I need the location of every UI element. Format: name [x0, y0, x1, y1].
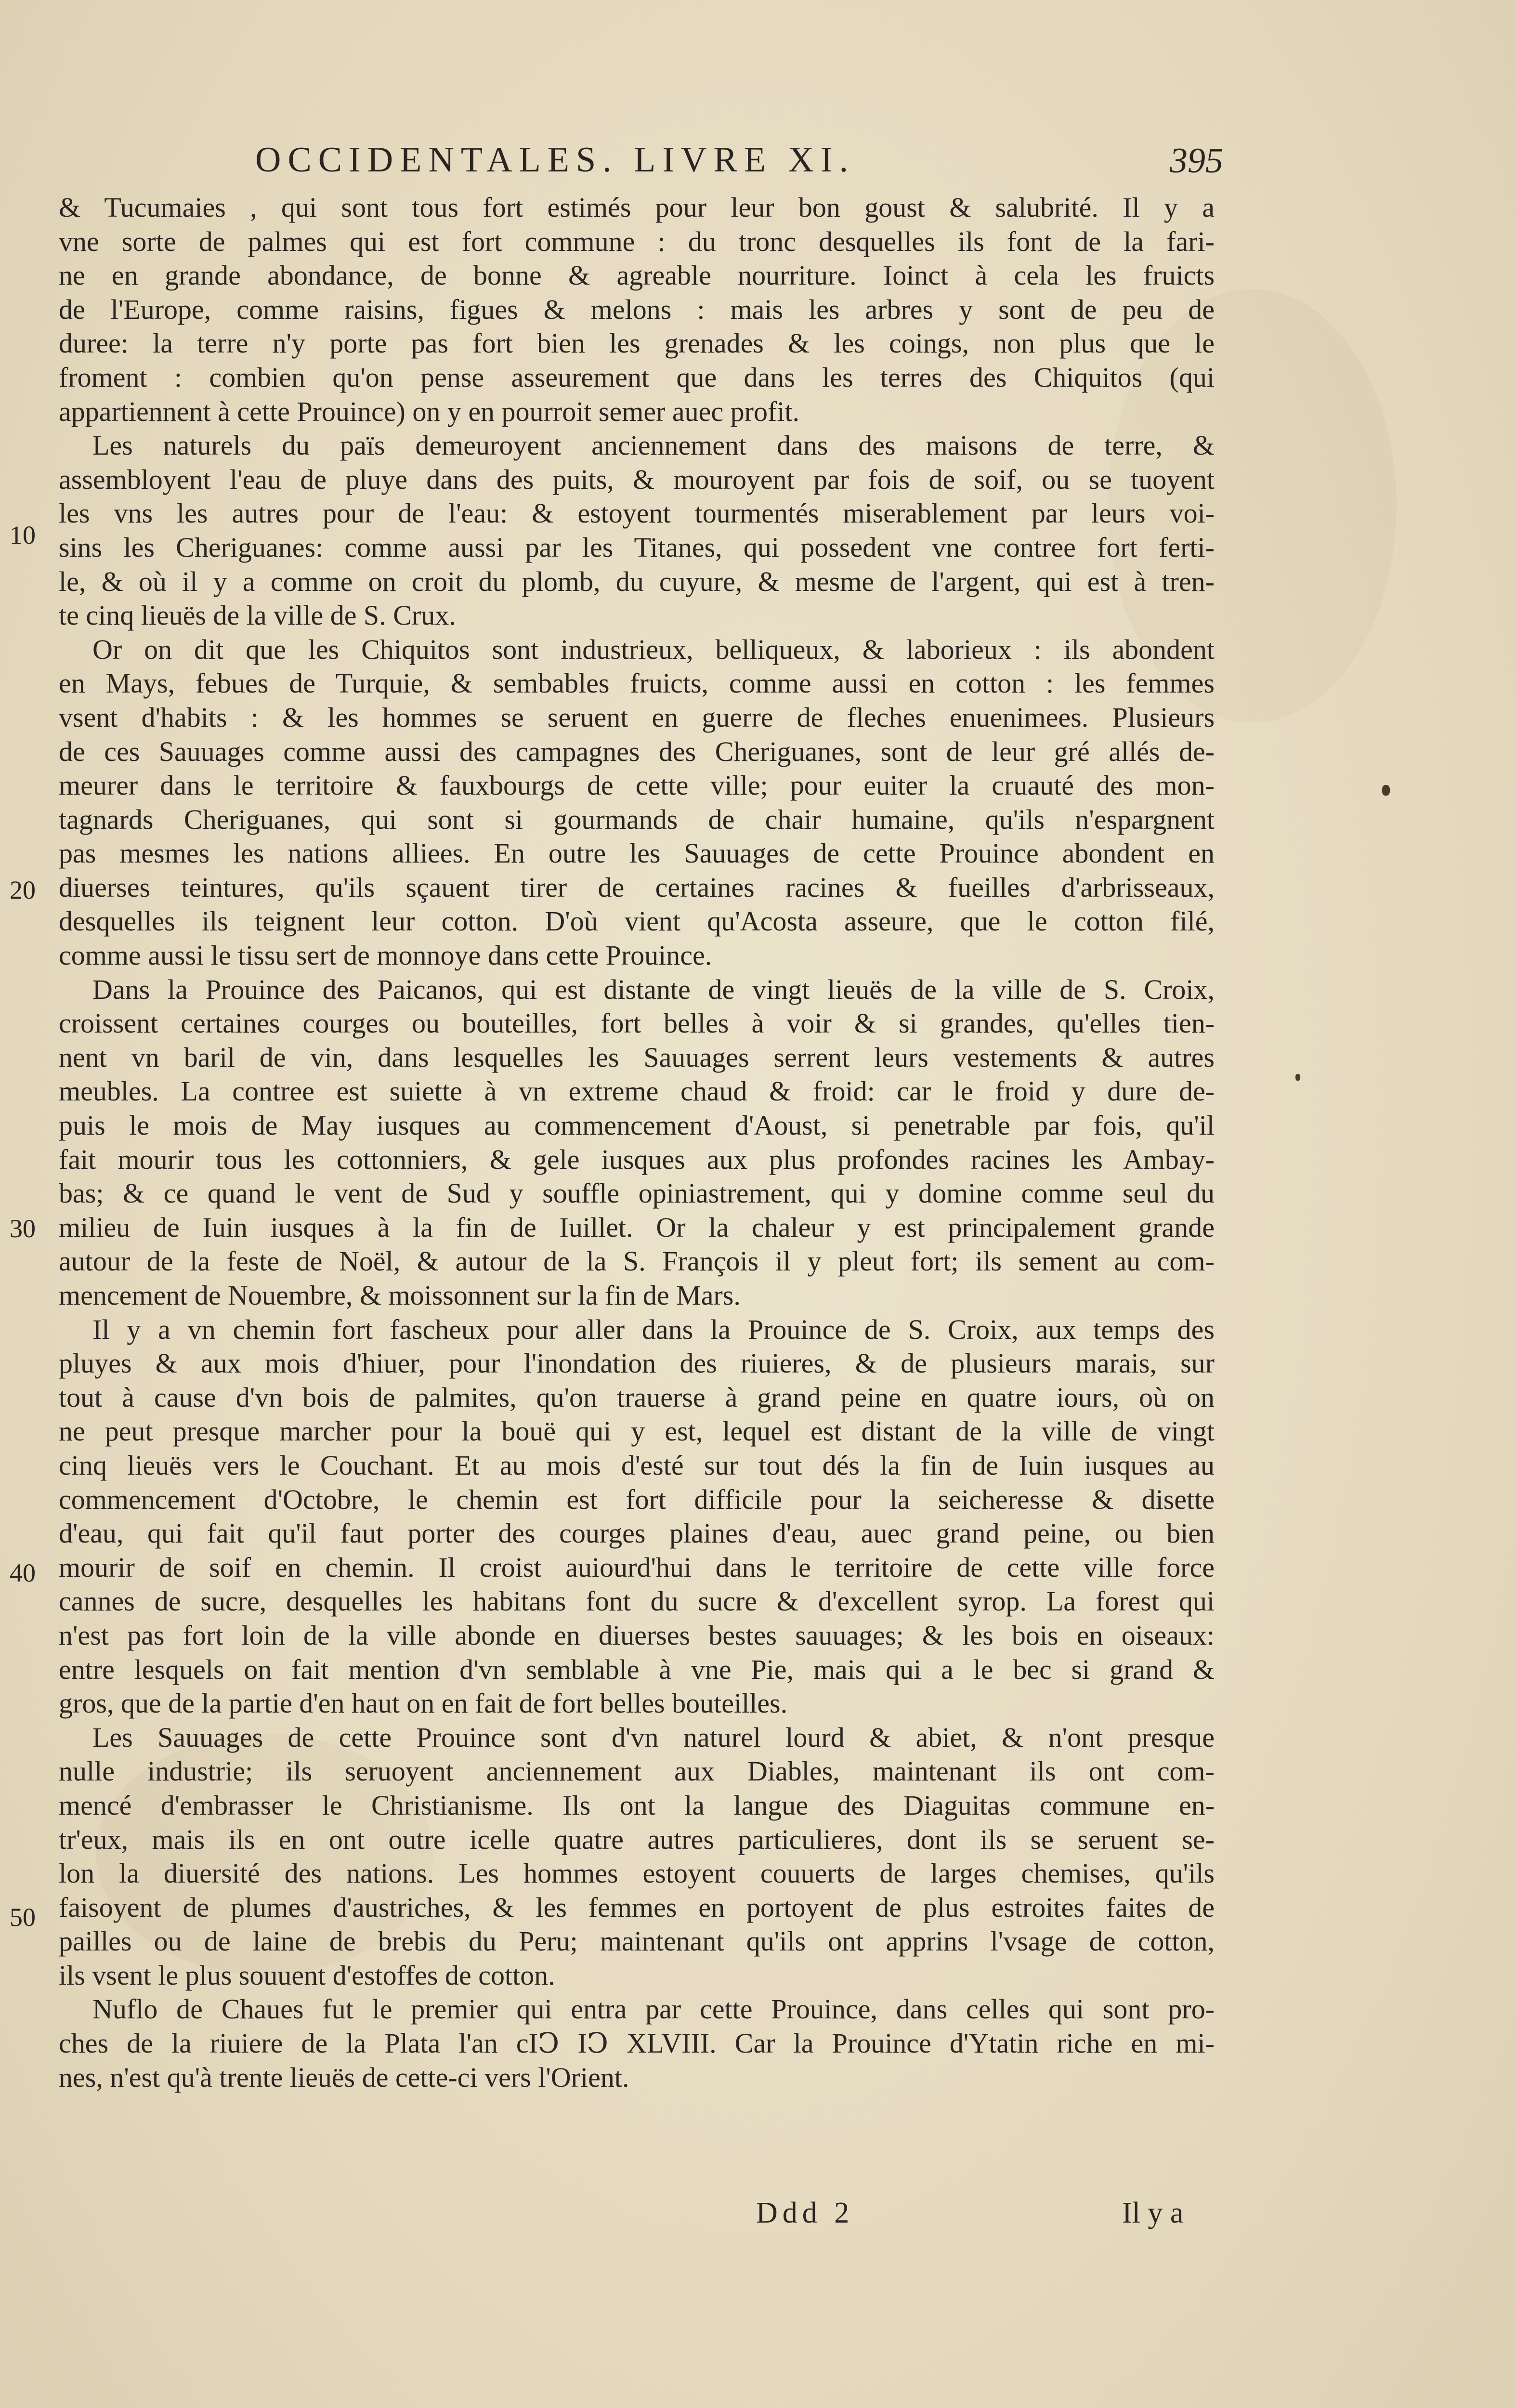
text-line: ne peut presque marcher pour la bouë qui y est, lequel est distant de la ville de vingt	[59, 1415, 1215, 1447]
text-line: puis le mois de May iusques au commencement d'Aoust, si penetrable par fois, qu'il	[59, 1110, 1215, 1141]
text-line: duree: la terre n'y porte pas fort bien les grenades & les coings, non plus que le	[59, 327, 1215, 359]
text-line: vsent d'habits : & les hommes se seruent en guerre de fleches enuenimees. Plusieurs	[59, 701, 1215, 733]
text-line: n'est pas fort loin de la ville abonde en diuerses bestes sauuages; & les bois en oiseaux:	[59, 1619, 1215, 1651]
text-line: d'eau, qui fait qu'il faut porter des courges plaines d'eau, auec grand peine, ou bien	[59, 1518, 1215, 1549]
signature-mark: Ddd 2	[756, 2197, 854, 2229]
text-line: lon la diuersité des nations. Les hommes estoyent couuerts de larges chemises, qu'ils	[59, 1858, 1215, 1889]
text-line: milieu de Iuin iusques à la fin de Iuillet. Or la chaleur y est principalement grande	[59, 1211, 1215, 1243]
text-line: pailles ou de laine de brebis du Peru; maintenant qu'ils ont apprins l'vsage de cotton,	[59, 1925, 1215, 1957]
ink-speck	[1295, 1074, 1300, 1081]
paragraph-start: Or on dit que les Chiquitos sont industrieux, belliqueux, & laborieux : ils abondent	[92, 633, 1215, 665]
text-line: te cinq lieuës de la ville de S. Crux.	[59, 600, 456, 631]
page-number: 395	[1170, 141, 1223, 181]
text-line: diuerses teintures, qu'ils sçauent tirer de certaines racines & fueilles d'arbrisseaux,	[59, 871, 1215, 903]
text-line: bas; & ce quand le vent de Sud y souffle opiniastrement, qui y domine comme seul du	[59, 1178, 1215, 1209]
text-line: de l'Europe, comme raisins, figues & melons : mais les arbres y sont de peu de	[59, 293, 1215, 325]
paragraph-start: Dans la Prouince des Paicanos, qui est distante de vingt lieuës de la ville de S. Croix,	[92, 973, 1215, 1005]
text-line: tagnards Cheriguanes, qui sont si gourmands de chair humaine, qu'ils n'espargnent	[59, 803, 1215, 835]
text-line: vne sorte de palmes qui est fort commune : du tronc desquelles ils font de la fari-	[59, 225, 1215, 257]
text-line: ches de la riuiere de la Plata l'an cIↃ IↃ XLVIII. Car la Prouince d'Ytatin riche en mi-	[59, 2028, 1215, 2059]
text-line: desquelles ils teignent leur cotton. D'où vient qu'Acosta asseure, que le cotton filé,	[59, 905, 1215, 937]
paragraph-start: Les Sauuages de cette Prouince sont d'vn naturel lourd & abiet, & n'ont presque	[92, 1721, 1215, 1753]
catchword: Il y a	[1122, 2197, 1184, 2229]
text-line: nent vn baril de vin, dans lesquelles les Sauuages serrent leurs vestements & autres	[59, 1041, 1215, 1073]
text-line: mencé d'embrasser le Christianisme. Ils ont la langue des Diaguitas commune en-	[59, 1789, 1215, 1821]
paragraph-start: Les naturels du païs demeuroyent anciennement dans des maisons de terre, &	[92, 430, 1215, 461]
text-line: commencement d'Octobre, le chemin est fort difficile pour la seicheresse & disette	[59, 1483, 1215, 1515]
text-line: les vns les autres pour de l'eau: & estoyent tourmentés miserablement par leurs voi-	[59, 497, 1215, 529]
text-line: assembloyent l'eau de pluye dans des puits, & mouroyent par fois de soif, ou se tuoyent	[59, 463, 1215, 495]
text-line: meurer dans le territoire & fauxbourgs de cette ville; pour euiter la cruauté des mon-	[59, 770, 1215, 801]
text-line: mourir de soif en chemin. Il croist auiourd'hui dans le territoire de cette ville force	[59, 1551, 1215, 1583]
text-line: cinq lieuës vers le Couchant. Et au mois d'esté sur tout dés la fin de Iuin iusques au	[59, 1449, 1215, 1481]
text-line: pas mesmes les nations alliees. En outre les Sauuages de cette Prouince abondent en	[59, 838, 1215, 869]
text-line: meubles. La contree est suiette à vn extreme chaud & froid: car le froid y dure de-	[59, 1075, 1215, 1107]
text-line: & Tucumaies , qui sont tous fort estimés pour leur bon goust & salubrité. Il y a	[59, 192, 1215, 223]
text-line: mencement de Nouembre, & moissonnent sur la fin de Mars.	[59, 1280, 741, 1311]
text-line: tr'eux, mais ils en ont outre icelle quatre autres particulieres, dont ils se seruent se-	[59, 1823, 1215, 1855]
page-header	[255, 140, 1223, 197]
text-line: en Mays, febues de Turquie, & sembables fruicts, comme aussi en cotton : les femmes	[59, 667, 1215, 699]
paragraph-start: Il y a vn chemin fort fascheux pour aller dans la Prouince de S. Croix, aux temps des	[92, 1313, 1215, 1345]
text-line: de ces Sauuages comme aussi des campagnes des Cheriguanes, sont de leur gré allés de-	[59, 735, 1215, 767]
text-line: ils vsent le plus souuent d'estoffes de cotton.	[59, 1959, 555, 1991]
text-line: fait mourir tous les cottonniers, & gele iusques aux plus profondes racines les Ambay-	[59, 1143, 1215, 1175]
text-line: gros, que de la partie d'en haut on en fait de fort belles bouteilles.	[59, 1688, 788, 1719]
text-line: nulle industrie; ils seruoyent anciennement aux Diables, maintenant ils ont com-	[59, 1755, 1215, 1787]
text-line: pluyes & aux mois d'hiuer, pour l'inondation des riuieres, & de plusieurs marais, sur	[59, 1348, 1215, 1379]
text-line: le, & où il y a comme on croit du plomb, du cuyure, & mesme de l'argent, qui est à tren-	[59, 565, 1215, 597]
text-line: faisoyent de plumes d'austriches, & les femmes en portoyent de plus estroites faites de	[59, 1891, 1215, 1923]
line-number-20: 20	[10, 876, 36, 904]
line-number-10: 10	[10, 521, 36, 550]
line-number-40: 40	[10, 1558, 36, 1587]
paragraph-start: Nuflo de Chaues fut le premier qui entra par cette Prouince, dans celles qui sont pro-	[92, 1993, 1215, 2025]
running-title: OCCIDENTALES. LIVRE XI.	[255, 140, 855, 180]
ink-speck	[1382, 785, 1390, 796]
line-number-30: 30	[10, 1214, 36, 1243]
text-line: cannes de sucre, desquelles les habitans font du sucre & d'excellent syrop. La forest qui	[59, 1585, 1215, 1617]
line-number-50: 50	[10, 1903, 36, 1932]
text-line: comme aussi le tissu sert de monnoye dans cette Prouince.	[59, 940, 712, 971]
text-line: entre lesquels on fait mention d'vn semblable à vne Pie, mais qui a le bec si grand &	[59, 1653, 1215, 1685]
text-line: froment : combien qu'on pense asseurement que dans les terres des Chiquitos (qui	[59, 361, 1215, 393]
text-line: ne en grande abondance, de bonne & agreable nourriture. Ioinct à cela les fruicts	[59, 260, 1215, 291]
text-line: nes, n'est qu'à trente lieuës de cette-ci vers l'Orient.	[59, 2061, 629, 2093]
body-text	[59, 191, 1215, 2094]
text-line: croissent certaines courges ou bouteilles, fort belles à voir & si grandes, qu'elles tien-	[59, 1008, 1215, 1039]
text-line: autour de la feste de Noël, & autour de la S. François il y pleut fort; ils sement au com-	[59, 1245, 1215, 1277]
text-line: tout à cause d'vn bois de palmites, qu'on trauerse à grand peine en quatre iours, où on	[59, 1381, 1215, 1413]
text-line: appartiennent à cette Prouince) on y en pourroit semer auec profit.	[59, 395, 799, 427]
text-line: sins les Cheriguanes: comme aussi par les Titanes, qui possedent vne contree fort ferti-	[59, 531, 1215, 563]
